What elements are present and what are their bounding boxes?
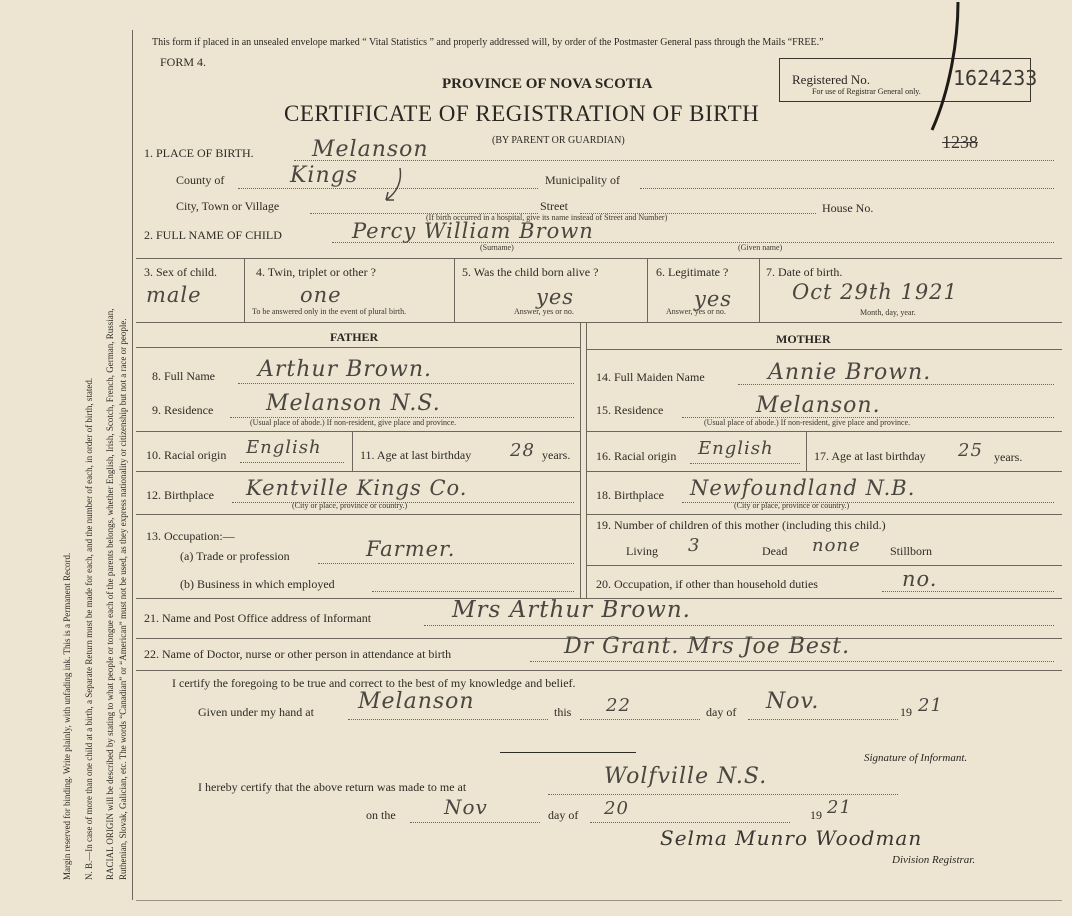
place-of-birth-value: Melanson — [312, 137, 429, 162]
doctor-label: 22. Name of Doctor, nurse or other person in attendance at birth — [144, 647, 452, 661]
father-heading: FATHER — [330, 330, 379, 344]
father-racial-divider — [352, 431, 353, 471]
informant-label: 21. Name and Post Office address of Informant — [144, 611, 372, 625]
mother-dead-label: Dead — [762, 544, 788, 558]
father-name-label: 8. Full Name — [152, 369, 215, 383]
child-name-label: 2. FULL NAME OF CHILD — [144, 228, 282, 242]
mother-racial-line — [690, 463, 800, 464]
binding-margin-rule — [132, 30, 133, 900]
mother-racial-value: English — [698, 438, 774, 459]
born-alive-note: Answer, yes or no. — [514, 307, 574, 316]
hospital-note: (If birth occurred in a hospital, give its name instead of Street and Number) — [426, 213, 668, 222]
mother-racial-label: 16. Racial origin — [596, 449, 677, 463]
mother-racial-divider — [806, 431, 807, 471]
municipality-label: Municipality of — [545, 173, 620, 187]
born-alive-value: yes — [536, 285, 575, 309]
child-name-value: Percy William Brown — [352, 219, 594, 243]
crossed-out-number: 1238 — [942, 132, 978, 152]
sex-label: 3. Sex of child. — [144, 265, 217, 279]
date-of-birth-label: 7. Date of birth. — [766, 265, 843, 279]
certify-statement: I certify the foregoing to be true and correct to the best of my knowledge and belief. — [172, 676, 576, 690]
registrar-statement: I hereby certify that the above return was made to me at — [198, 780, 467, 794]
mother-occupation-label: 20. Occupation, if other than household duties — [596, 577, 818, 591]
father-racial-label: 10. Racial origin — [146, 448, 227, 462]
page-title: CERTIFICATE OF REGISTRATION OF BIRTH — [284, 101, 760, 126]
father-residence-note: (Usual place of abode.) If non-resident, give place and province. — [250, 418, 457, 427]
father-rule-3 — [136, 514, 580, 515]
father-trade-label: (a) Trade or profession — [180, 549, 290, 563]
sheet-bottom-edge — [136, 900, 1062, 901]
street-label: Street — [540, 199, 568, 213]
form-number: FORM 4. — [160, 55, 207, 69]
mother-birthplace-label: 18. Birthplace — [596, 488, 664, 502]
mother-age-value: 25 — [958, 440, 983, 461]
city-label: City, Town or Village — [176, 199, 280, 213]
twin-note: To be answered only in the event of plural birth. — [252, 307, 407, 316]
mother-residence-value: Melanson. — [756, 393, 881, 418]
registrar-signature-label: Division Registrar. — [892, 854, 976, 866]
father-birthplace-label: 12. Birthplace — [146, 488, 214, 502]
doctor-value: Dr Grant. Mrs Joe Best. — [564, 634, 851, 659]
father-rule-2 — [136, 471, 580, 472]
certify-year-value: 21 — [918, 695, 943, 716]
father-trade-line — [318, 563, 574, 564]
father-residence-value: Melanson N.S. — [266, 391, 441, 416]
mother-dead-value: none — [812, 535, 861, 556]
row3-bottom-rule — [136, 322, 1062, 323]
informant-signature-rule — [500, 752, 636, 753]
row3-divider-3 — [647, 258, 648, 322]
mother-living-label: Living — [626, 544, 658, 558]
doctor-line — [530, 661, 1054, 662]
father-racial-value: English — [246, 437, 322, 458]
given-place-value: Melanson — [358, 689, 475, 714]
mother-rule-2 — [586, 471, 1062, 472]
registrar-day-value: 20 — [604, 798, 629, 819]
mother-rule-3 — [586, 514, 1062, 515]
father-business-line — [372, 591, 574, 592]
certify-dayof-label: day of — [706, 705, 737, 719]
mother-stillborn-label: Stillborn — [890, 544, 933, 558]
father-occupation-label: 13. Occupation:— — [146, 529, 235, 543]
row3-divider-4 — [759, 258, 760, 322]
mother-rule-4 — [586, 565, 1062, 566]
parents-divider-right — [586, 322, 587, 598]
twin-value: one — [300, 283, 342, 307]
pen-stroke-mark — [920, 0, 970, 140]
certify-this-label: this — [554, 705, 572, 719]
informant-line — [424, 625, 1054, 626]
informant-signature-label: Signature of Informant. — [864, 752, 968, 764]
mother-residence-label: 15. Residence — [596, 403, 664, 417]
given-name-caption: (Given name) — [738, 243, 783, 252]
registrar-on-label: on the — [366, 808, 396, 822]
mother-birthplace-note: (City or place, province or country.) — [734, 501, 850, 510]
page-subtitle: (BY PARENT OR GUARDIAN) — [492, 135, 625, 146]
informant-value: Mrs Arthur Brown. — [452, 597, 691, 623]
mother-children-label: 19. Number of children of this mother (including this child.) — [596, 518, 886, 532]
mother-birthplace-value: Newfoundland N.B. — [690, 476, 916, 500]
certify-month-value: Nov. — [766, 689, 820, 714]
certify-day-line — [580, 719, 700, 720]
mother-name-value: Annie Brown. — [768, 360, 932, 385]
margin-note-multiple-births: N. B.—In case of more than one child at a birth, a Separate Return must be made for each, and the number of each, in order of birth, stated. — [84, 377, 94, 880]
father-rule-1 — [136, 431, 580, 432]
father-racial-line — [240, 462, 344, 463]
province-heading: PROVINCE OF NOVA SCOTIA — [442, 76, 653, 92]
father-heading-rule — [136, 347, 580, 348]
father-age-years: years. — [542, 448, 571, 462]
row3-top-rule — [136, 258, 1062, 259]
registrar-year-value: 21 — [827, 797, 852, 818]
registrar-day-line — [590, 822, 790, 823]
mother-age-label: 17. Age at last birthday — [814, 449, 926, 463]
surname-caption: (Surname) — [480, 243, 514, 252]
certify-month-line — [748, 719, 898, 720]
sex-value: male — [146, 283, 202, 307]
certify-year-prefix: 19 — [900, 705, 912, 719]
municipality-line — [640, 188, 1054, 189]
row3-divider-1 — [244, 258, 245, 322]
mother-heading: MOTHER — [776, 332, 831, 346]
mother-age-years: years. — [994, 450, 1023, 464]
mother-residence-note: (Usual place of abode.) If non-resident, give place and province. — [704, 418, 911, 427]
margin-note-binding: Margin reserved for binding. Write plainly, with unfading ink. This is a Permanent Record. — [62, 552, 72, 880]
legitimate-label: 6. Legitimate ? — [656, 265, 729, 279]
doctor-rule — [136, 670, 1062, 671]
registrar-dayof-label: day of — [548, 808, 579, 822]
parents-divider-left — [580, 322, 581, 598]
legitimate-value: yes — [694, 287, 733, 311]
father-trade-value: Farmer. — [366, 537, 456, 561]
mother-occupation-line — [882, 591, 1054, 592]
mother-name-label: 14. Full Maiden Name — [596, 370, 705, 384]
registrar-place-line — [548, 794, 898, 795]
born-alive-label: 5. Was the child born alive ? — [462, 265, 599, 279]
date-of-birth-note: Month, day, year. — [860, 308, 916, 317]
county-value: Kings — [290, 163, 359, 188]
father-birthplace-note: (City or place, province or country.) — [292, 501, 408, 510]
twin-label: 4. Twin, triplet or other ? — [256, 265, 376, 279]
mail-notice: This form if placed in an unsealed envelope marked “ Vital Statistics ” and properly addressed will, by order of the Postmaster General pass through the Mails “FREE.” — [152, 37, 824, 48]
father-name-value: Arthur Brown. — [258, 357, 433, 382]
mother-living-value: 3 — [688, 535, 701, 556]
certify-day-value: 22 — [606, 695, 631, 716]
registered-label: Registered No. — [792, 72, 870, 87]
house-no-label: House No. — [822, 201, 874, 215]
registered-note: For use of Registrar General only. — [812, 87, 921, 96]
father-name-line — [238, 383, 574, 384]
row3-divider-2 — [454, 258, 455, 322]
place-of-birth-label: 1. PLACE OF BIRTH. — [144, 146, 254, 160]
date-of-birth-value: Oct 29th 1921 — [792, 280, 958, 304]
father-age-label: 11. Age at last birthday — [360, 448, 472, 462]
margin-note-racial-origin: RACIAL ORIGIN will be described by stating to what people or tongue each of the parents belongs, whether English, Irish, Scotch, French, German, Russian, — [105, 308, 115, 880]
father-age-value: 28 — [510, 440, 535, 461]
registrar-year-prefix: 19 — [810, 808, 822, 822]
registered-number: 1624233 — [953, 66, 1038, 90]
given-place-line — [348, 719, 548, 720]
mother-rule-1 — [586, 431, 1062, 432]
father-birthplace-value: Kentville Kings Co. — [246, 476, 468, 500]
mother-occupation-value: no. — [902, 567, 938, 591]
arrow-mark — [380, 166, 410, 206]
registrar-place-value: Wolfville N.S. — [604, 764, 768, 789]
given-under-hand-label: Given under my hand at — [198, 705, 314, 719]
registrar-signature: Selma Munro Woodman — [660, 826, 923, 850]
county-label: County of — [176, 173, 225, 187]
legitimate-note: Answer, yes or no. — [666, 307, 726, 316]
margin-note-racial-origin-cont: Ruthenian, Slovak, Galician, etc. The words “Canadian” or “American” must not be used, as they express nationality or citizenship but not a race or people. — [118, 318, 128, 880]
registrar-month-value: Nov — [444, 795, 488, 819]
mother-heading-rule — [586, 349, 1062, 350]
father-business-label: (b) Business in which employed — [180, 577, 335, 591]
registrar-month-line — [410, 822, 540, 823]
father-residence-label: 9. Residence — [152, 403, 214, 417]
